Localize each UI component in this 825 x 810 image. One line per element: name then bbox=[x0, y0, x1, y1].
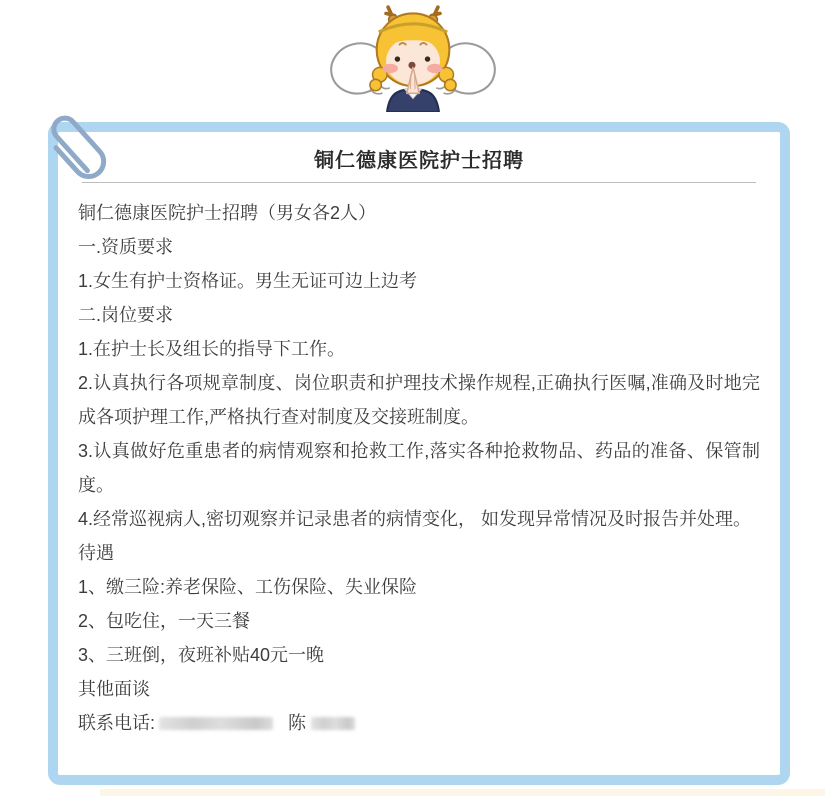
left-blush bbox=[382, 64, 398, 73]
notice-paragraph-benefit: 1、缴三险:养老保险、工伤保险、失业保险 bbox=[78, 577, 418, 597]
notice-paragraph-section1: 一.资质要求 bbox=[78, 237, 174, 257]
notice-paragraph: 1.在护士长及组长的指导下工作。 bbox=[78, 339, 346, 359]
notice-paragraph-benefits-heading: 待遇 bbox=[78, 543, 114, 563]
contact-label: 联系电话: bbox=[78, 713, 156, 733]
mouth bbox=[408, 62, 415, 69]
paperclip-svg bbox=[34, 100, 118, 192]
notice-paragraph-heading: 铜仁德康医院护士招聘（男女各2人） bbox=[78, 203, 377, 223]
notice-paragraph: 2.认真执行各项规章制度、岗位职责和护理技术操作规程,正确执行医嘱,准确及时地完成各项护理工作,严格执行查对制度及交接班制度。 bbox=[78, 373, 760, 427]
notice-paragraph: 1.女生有护士资格证。男生无证可边上边考 bbox=[78, 271, 418, 291]
notice-paragraph-benefit: 2、包吃住，一天三餐 bbox=[78, 611, 251, 631]
notice-paragraph-other: 其他面谈 bbox=[78, 679, 150, 699]
contact-person-surname: 陈 bbox=[288, 713, 307, 733]
praying-girl-mascot-icon bbox=[323, 2, 503, 112]
notice-paragraph-benefit: 3、三班倒，夜班补贴40元一晚 bbox=[78, 645, 325, 665]
left-eye bbox=[394, 56, 399, 61]
bottom-strip bbox=[100, 789, 825, 796]
contact-line bbox=[78, 706, 760, 740]
right-eye bbox=[424, 56, 429, 61]
right-blush bbox=[427, 64, 443, 73]
recruitment-notice-card bbox=[48, 122, 790, 785]
notice-paragraph-section2: 二.岗位要求 bbox=[78, 305, 174, 325]
mascot-svg bbox=[323, 2, 503, 112]
notice-paragraph: 4.经常巡视病人,密切观察并记录患者的病情变化， 如发现异常情况及时报告并处理。 bbox=[78, 509, 752, 529]
notice-title: 铜仁德康医院护士招聘 bbox=[314, 150, 524, 172]
notice-body bbox=[78, 196, 760, 740]
paperclip-icon bbox=[34, 100, 118, 192]
redacted-phone-number bbox=[159, 717, 273, 730]
redacted-contact-name bbox=[311, 717, 355, 730]
title-divider bbox=[82, 182, 756, 183]
notice-paragraph: 3.认真做好危重患者的病情观察和抢救工作,落实各种抢救物品、药品的准备、保管制度。 bbox=[78, 441, 760, 495]
